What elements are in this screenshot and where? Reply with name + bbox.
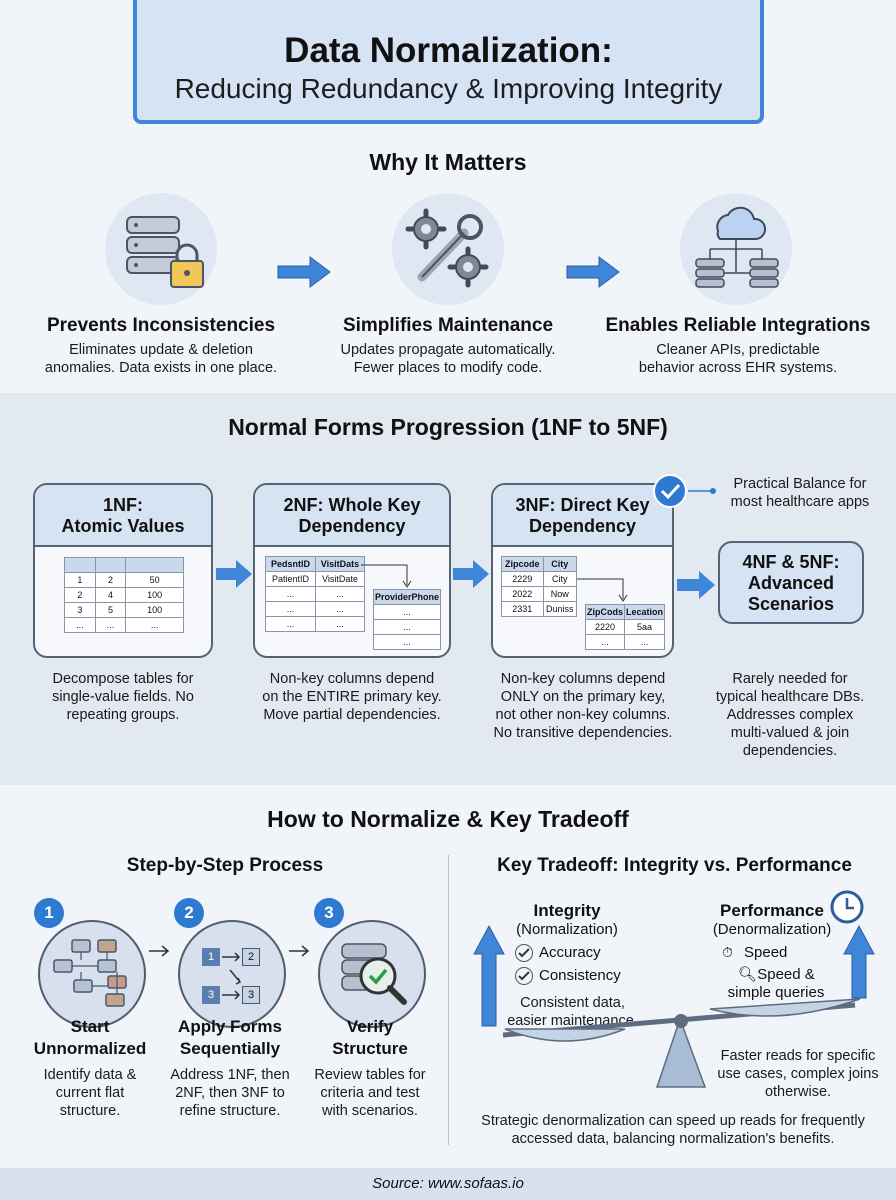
process-heading: Step-by-Step Process bbox=[126, 855, 324, 876]
how-heading: How to Normalize & Key Tradeoff bbox=[267, 806, 629, 832]
integrity-item: Consistency bbox=[515, 967, 621, 985]
why-item-title: Simplifies Maintenance bbox=[342, 315, 554, 336]
sequence-arrows bbox=[180, 922, 284, 1026]
table-cell: ... bbox=[65, 618, 96, 633]
table-cell: VisitDate bbox=[315, 572, 364, 587]
step-title: Apply Forms Sequentially bbox=[178, 1017, 282, 1058]
card-3nf: 3NF: Direct Key Dependency Zipcode City 2229 City 2022 Now 2331 Duniss ZipCods Lecation 2220 5aa ... ... bbox=[491, 483, 674, 658]
table-cell: ... bbox=[624, 635, 664, 650]
card-desc: Non-key columns depend on the ENTIRE primary key. Move partial dependencies. bbox=[262, 671, 442, 723]
why-item-desc: Updates propagate automatically. Fewer places to modify code. bbox=[340, 342, 556, 376]
performance-desc: Faster reads for specific use cases, complex joins otherwise. bbox=[717, 1048, 879, 1100]
tradeoff-heading: Key Tradeoff: Integrity vs. Performance bbox=[497, 855, 852, 876]
mini-box-label: 3 bbox=[242, 986, 260, 1004]
table-row bbox=[65, 573, 184, 588]
table-cell: ... bbox=[315, 617, 364, 632]
step-title: Verify Structure bbox=[332, 1017, 408, 1058]
table-cell: 3 bbox=[65, 603, 96, 618]
card-desc: Decompose tables for single-value fields. No repeating groups. bbox=[52, 671, 194, 723]
table-cell: ... bbox=[95, 618, 126, 633]
table-cell: 5aa bbox=[624, 620, 664, 635]
table-cell: PedsntID bbox=[266, 557, 316, 572]
table-cell: 2 bbox=[65, 588, 96, 603]
table-cell: 1 bbox=[65, 573, 96, 588]
flowchart-icon bbox=[38, 920, 146, 1028]
step-number-badge: 1 bbox=[34, 898, 64, 928]
table-cell: VisitDats bbox=[315, 557, 364, 572]
arrow-right-icon bbox=[148, 944, 172, 958]
table-cell: ... bbox=[586, 635, 625, 650]
table-row bbox=[502, 557, 577, 572]
table-row bbox=[65, 618, 184, 633]
check-badge-icon bbox=[652, 473, 688, 509]
tradeoff-note: Strategic denormalization can speed up reads for frequently accessed data, balancing normalization's benefits. bbox=[481, 1113, 865, 1147]
table-cell bbox=[126, 558, 184, 573]
arrow-right-icon bbox=[452, 559, 490, 589]
table-cell: Now bbox=[543, 587, 576, 602]
card-1nf: 1NF: Atomic Values 1 2 50 2 4 100 3 5 100 ... ... ... bbox=[33, 483, 213, 658]
table-cell: 2022 bbox=[502, 587, 544, 602]
table-cell: City bbox=[543, 557, 576, 572]
table-cell bbox=[65, 558, 96, 573]
callout-text: Practical Balance for most healthcare apps bbox=[730, 476, 870, 510]
integrity-title: Integrity bbox=[533, 901, 601, 920]
performance-item: ⏱ Speed bbox=[722, 944, 788, 961]
arrow-right-icon bbox=[215, 559, 253, 589]
magnifier-icon: 🔍︎ bbox=[737, 966, 757, 983]
table-row bbox=[374, 605, 441, 620]
table-row bbox=[65, 558, 184, 573]
table-cell: ... bbox=[315, 602, 364, 617]
why-item-title: Enables Reliable Integrations bbox=[605, 315, 871, 336]
table-cell bbox=[95, 558, 126, 573]
table-row bbox=[266, 587, 365, 602]
performance-title: Performance bbox=[720, 901, 824, 920]
table-cell: ... bbox=[266, 602, 316, 617]
table-cell: PatientID bbox=[266, 572, 316, 587]
dependency-arrow-icon bbox=[575, 577, 635, 607]
mini-box-label: 1 bbox=[202, 948, 220, 966]
table-row bbox=[502, 572, 577, 587]
cloud-database-icon bbox=[680, 193, 792, 305]
arrow-right-icon bbox=[676, 570, 716, 600]
table-cell: 50 bbox=[126, 573, 184, 588]
table-cell: 100 bbox=[126, 588, 184, 603]
table-3nf-b bbox=[585, 604, 665, 650]
arrow-right-icon bbox=[565, 256, 621, 288]
table-row bbox=[374, 635, 441, 650]
step-number-badge: 3 bbox=[314, 898, 344, 928]
card-4nf-5nf: 4NF & 5NF: Advanced Scenarios bbox=[718, 541, 864, 624]
why-item-desc: Eliminates update & deletion anomalies. Data exists in one place. bbox=[44, 342, 278, 376]
table-cell: 4 bbox=[95, 588, 126, 603]
table-row bbox=[266, 617, 365, 632]
arrow-right-icon bbox=[288, 944, 312, 958]
table-cell: ... bbox=[266, 587, 316, 602]
arrow-up-icon bbox=[842, 924, 876, 1000]
verify-database-icon bbox=[318, 920, 426, 1028]
check-icon bbox=[515, 944, 533, 962]
table-cell: Zipcode bbox=[502, 557, 544, 572]
mini-box-label: 3 bbox=[202, 986, 220, 1004]
table-row bbox=[586, 620, 665, 635]
card-desc: Non-key columns depend ONLY on the primary key, not other non-key columns. No transitive dependencies. bbox=[493, 671, 673, 741]
table-cell: Lecation bbox=[624, 605, 664, 620]
table-cell: 100 bbox=[126, 603, 184, 618]
table-cell: ... bbox=[315, 587, 364, 602]
why-item-title: Prevents Inconsistencies bbox=[46, 315, 276, 336]
table-cell: ZipCods bbox=[586, 605, 625, 620]
table-3nf-a bbox=[501, 556, 577, 617]
table-row bbox=[502, 602, 577, 617]
section-divider bbox=[448, 855, 449, 1145]
step-number-badge: 2 bbox=[174, 898, 204, 928]
step-desc: Identify data & current flat structure. bbox=[43, 1067, 137, 1119]
table-cell: ... bbox=[374, 605, 441, 620]
table-cell: 2 bbox=[95, 573, 126, 588]
table-cell: ... bbox=[266, 617, 316, 632]
table-1nf bbox=[64, 557, 184, 633]
table-row bbox=[266, 557, 365, 572]
card-2nf: 2NF: Whole Key Dependency PedsntID VisitDats PatientID VisitDate ... ... ... ... ... ... ProviderPhone ... ... ... bbox=[253, 483, 451, 658]
forms-sequence-icon bbox=[178, 920, 286, 1028]
table-row bbox=[502, 587, 577, 602]
stopwatch-icon: ⏱ bbox=[722, 944, 733, 960]
step-desc: Address 1NF, then 2NF, then 3NF to refine structure. bbox=[170, 1067, 290, 1119]
database-lock-icon bbox=[105, 193, 217, 305]
step-desc: Review tables for criteria and test with scenarios. bbox=[314, 1067, 426, 1119]
page-subtitle: Reducing Redundancy & Improving Integrity bbox=[174, 73, 723, 104]
why-heading: Why It Matters bbox=[369, 149, 527, 175]
table-cell: 2331 bbox=[502, 602, 544, 617]
table-2nf-a bbox=[265, 556, 365, 632]
integrity-item: Accuracy bbox=[515, 944, 601, 962]
card-desc: Rarely needed for typical healthcare DBs. Addresses complex multi-valued & join dependencies. bbox=[715, 671, 865, 759]
table-2nf-b bbox=[373, 589, 441, 650]
table-row bbox=[65, 603, 184, 618]
why-item-desc: Cleaner APIs, predictable behavior across EHR systems. bbox=[638, 342, 838, 376]
check-icon bbox=[515, 967, 533, 985]
forms-heading: Normal Forms Progression (1NF to 5NF) bbox=[228, 414, 668, 440]
table-cell: ... bbox=[126, 618, 184, 633]
table-row bbox=[586, 635, 665, 650]
table-cell: 2229 bbox=[502, 572, 544, 587]
table-row bbox=[65, 588, 184, 603]
table-cell: 2220 bbox=[586, 620, 625, 635]
table-cell: ProviderPhone bbox=[374, 590, 441, 605]
mini-box-label: 2 bbox=[242, 948, 260, 966]
page-title: Data Normalization: bbox=[284, 31, 613, 70]
table-cell: 5 bbox=[95, 603, 126, 618]
performance-item: 🔍︎Speed & simple queries bbox=[727, 966, 825, 1001]
arrow-right-icon bbox=[276, 256, 332, 288]
table-cell: ... bbox=[374, 620, 441, 635]
step-title: Start Unnormalized bbox=[33, 1017, 147, 1058]
wrench-gears-icon bbox=[392, 193, 504, 305]
integrity-desc: Consistent data, easier maintenance. bbox=[507, 995, 638, 1029]
table-row bbox=[374, 620, 441, 635]
table-cell: City bbox=[543, 572, 576, 587]
table-row bbox=[266, 602, 365, 617]
performance-subtitle: (Denormalization) bbox=[712, 921, 832, 938]
integrity-subtitle: (Normalization) bbox=[516, 921, 618, 938]
table-cell: ... bbox=[374, 635, 441, 650]
dependency-arrow-icon bbox=[359, 563, 419, 593]
table-cell: Duniss bbox=[543, 602, 576, 617]
table-row bbox=[266, 572, 365, 587]
footer-source: Source: www.sofaas.io bbox=[0, 1168, 896, 1200]
